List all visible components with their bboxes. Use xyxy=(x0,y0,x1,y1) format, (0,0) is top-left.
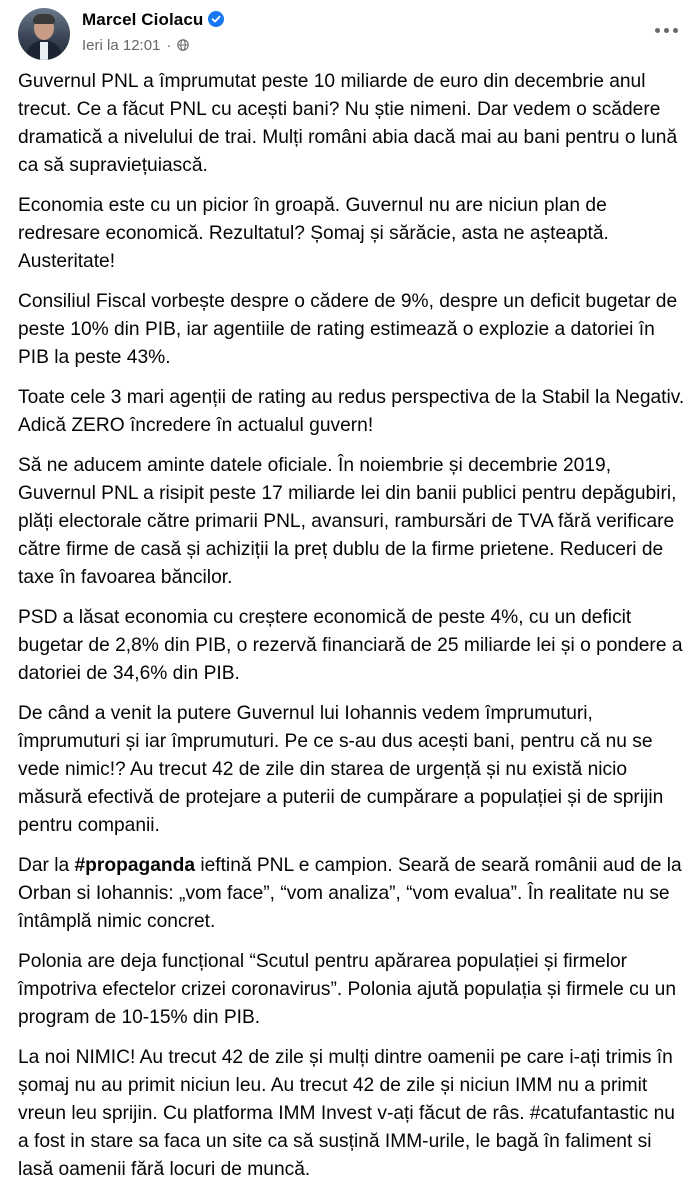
paragraph-4: Toate cele 3 mari agenții de rating au redus perspectiva de la Stabil la Negativ. Adică ZERO încredere în actualul guvern! xyxy=(18,387,685,436)
globe-icon[interactable] xyxy=(177,39,189,51)
more-options-icon[interactable] xyxy=(648,12,684,48)
post-meta xyxy=(82,37,189,54)
paragraph-9: Polonia are deja funcțional “Scutul pentru apărarea populației și firmelor împotriva efectelor crizei coronavirus”. Polonia ajută populația și firmele cu un program de 10-15% din PIB. xyxy=(18,951,677,1028)
paragraph-5: Să ne aducem aminte datele oficiale. În noiembrie și decembrie 2019, Guvernul PNL a risipit peste 17 miliarde lei din banii publici pentru depăgubiri, plăți electorale către primarii PNL, avansuri, rambursări de TVA fără verificare către firme de casă și achiziții la preț dublu de la firme prietene. Reduceri de taxe în favoarea băncilor. xyxy=(18,455,677,588)
propaganda-before: Dar la xyxy=(18,855,75,876)
paragraph-1: Guvernul PNL a împrumutat peste 10 miliarde de euro din decembrie anul trecut. Ce a făcut PNL cu acești bani? Nu știe nimeni. Dar vedem o scădere dramatică a nivelului de trai. Mulți români abia dacă mai au bani pentru o lună ca să supraviețuiască. xyxy=(18,71,678,176)
post-body xyxy=(18,68,690,1196)
paragraph-7: De când a venit la putere Guvernul lui Iohannis vedem împrumuturi, împrumuturi și iar împrumuturi. Pe ce s-au dus acești bani, pentru că nu se vede nimic!? Au trecut 42 de zile din starea de urgență și nu există nicio măsură efectivă de protejare a puterii de cumpărare a populației și de sprijin pentru companii. xyxy=(18,703,664,836)
paragraph-2: Economia este cu un picior în groapă. Guvernul nu are niciun plan de redresare economică. Rezultatul? Șomaj și sărăcie, asta ne așteaptă. Austeritate! xyxy=(18,195,609,272)
author-name-row xyxy=(82,10,224,30)
hashtag-propaganda[interactable]: #propaganda xyxy=(74,855,195,876)
verified-badge-icon xyxy=(208,11,224,27)
paragraph-3: Consiliul Fiscal vorbește despre o cădere de 9%, despre un deficit bugetar de peste 10% din PIB, iar agentiile de rating estimează o explozie a datoriei în PIB la peste 43%. xyxy=(18,291,678,368)
meta-separator: · xyxy=(166,37,172,54)
paragraph-6: PSD a lăsat economia cu creștere economică de peste 4%, cu un deficit bugetar de 2,8% din PIB, o rezervă financiară de 25 miliarde lei și o pondere a datoriei de 34,6% din PIB. xyxy=(18,607,683,684)
post-header xyxy=(18,6,700,66)
propaganda-after: ieftină PNL e campion. Seară de seară românii aud de la Orban si Iohannis: „vom face”, “vom analiza”, “vom evalua”. În realitate nu se întâmplă nimic concret. xyxy=(18,855,682,932)
post-timestamp[interactable]: Ieri la 12:01 xyxy=(82,37,161,54)
paragraph-propaganda xyxy=(18,852,690,936)
author-name[interactable]: Marcel Ciolacu xyxy=(82,10,204,29)
paragraph-10: La noi NIMIC! Au trecut 42 de zile și mulți dintre oamenii pe care i-ați trimis în șomaj nu au primit niciun leu. Au trecut 42 de zile și niciun IMM nu a primit vreun leu sprijin. Cu platforma IMM Invest v-ați făcut de râs. #catufantastic nu a fost in stare sa faca un site ca să susțină IMM-urile, le bagă în faliment si lasă oamenii fără locuri de muncă. xyxy=(18,1047,675,1180)
author-avatar[interactable] xyxy=(18,8,70,60)
